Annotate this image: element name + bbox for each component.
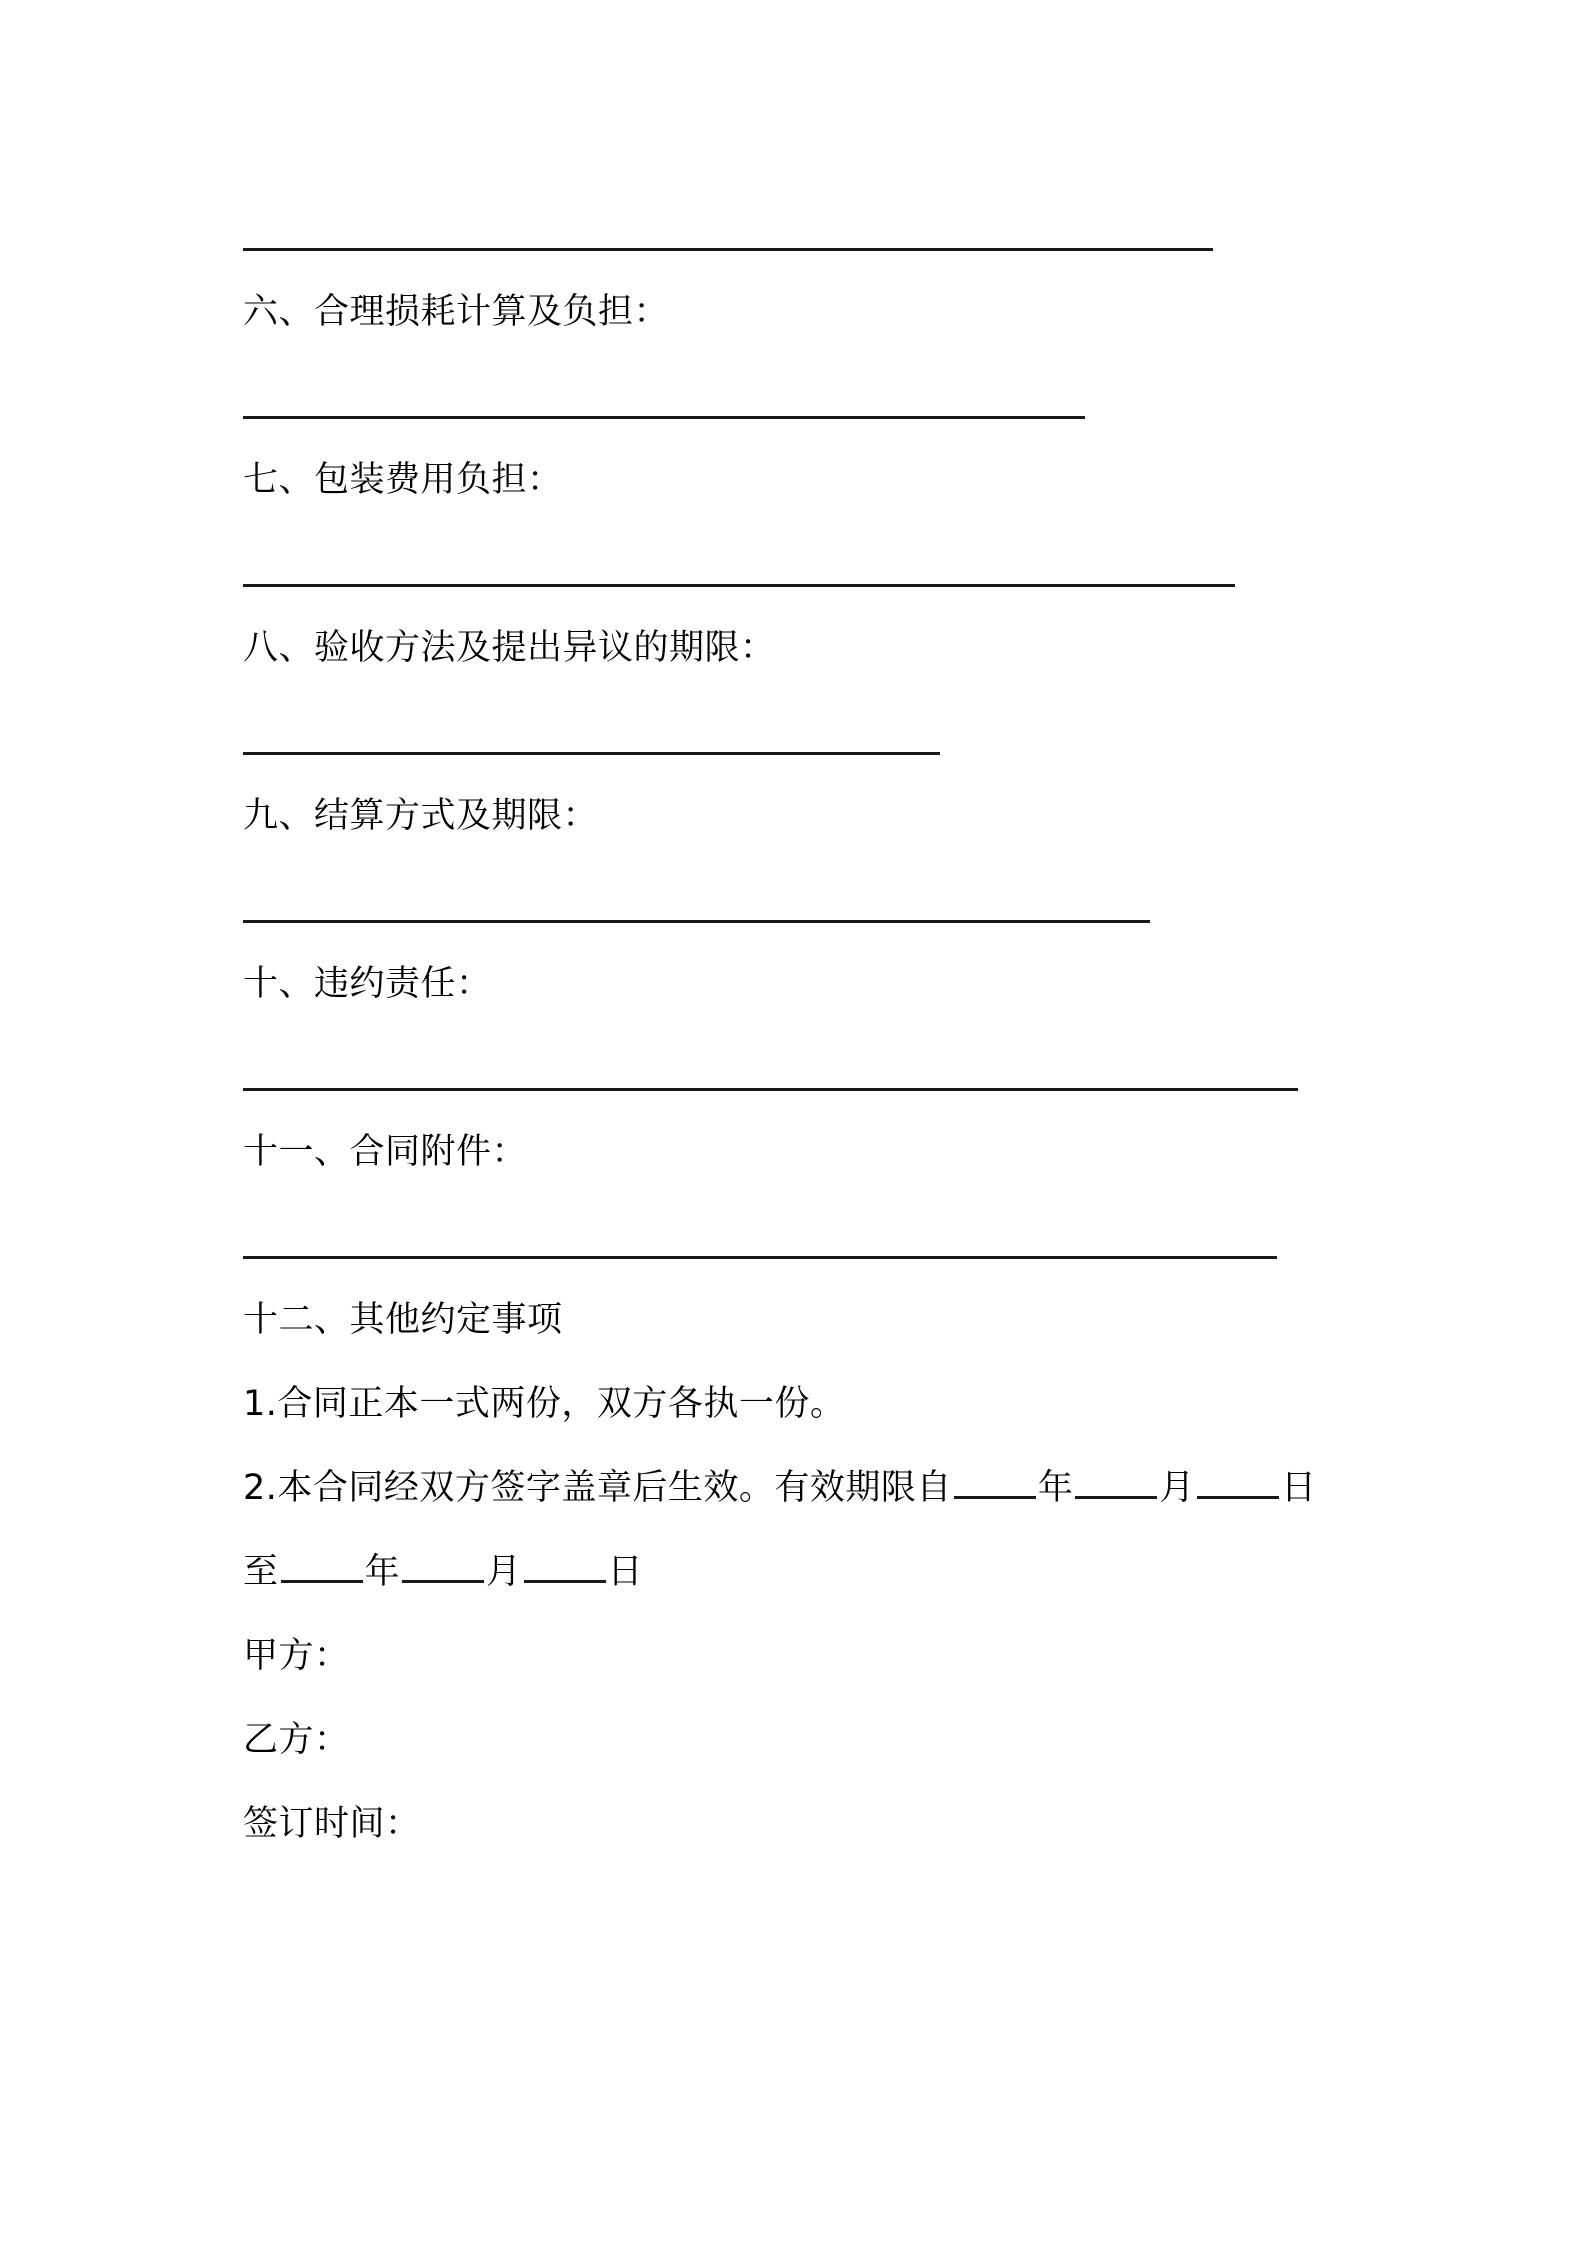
section-heading-attachments: 十一、合同附件： [243,1132,528,1172]
clause-copies: 1.合同正本一式两份，双方各执一份。 [243,1384,846,1424]
party-b-label: 乙方： [243,1720,350,1760]
year-label: 年 [364,1552,401,1592]
month-label: 月 [1159,1468,1195,1508]
end-month-blank[interactable] [402,1550,484,1583]
month-label: 月 [486,1552,522,1592]
start-month-blank[interactable] [1075,1466,1157,1499]
clause-validity [243,1466,1316,1510]
fill-in-blank-line[interactable] [243,248,1213,251]
end-day-blank[interactable] [524,1550,606,1583]
fill-in-blank-line[interactable] [243,416,1085,419]
to-label: 至 [243,1552,279,1592]
section-heading-loss: 六、合理损耗计算及负担： [243,292,670,332]
year-label: 年 [1037,1468,1074,1508]
fill-in-blank-line[interactable] [243,584,1235,587]
party-a-label: 甲方： [243,1636,350,1676]
start-year-blank[interactable] [954,1466,1036,1499]
section-heading-liability: 十、违约责任： [243,964,492,1004]
clause-validity-text: 2.本合同经双方签字盖章后生效。有效期限自 [243,1468,952,1508]
fill-in-blank-line[interactable] [243,1088,1298,1091]
fill-in-blank-line[interactable] [243,1256,1277,1259]
section-heading-settlement: 九、结算方式及期限： [243,796,599,836]
fill-in-blank-line[interactable] [243,920,1150,923]
fill-in-blank-line[interactable] [243,752,940,755]
sign-date-label: 签订时间： [243,1804,421,1844]
day-label: 日 [607,1552,644,1592]
section-heading-acceptance: 八、验收方法及提出异议的期限： [243,628,776,668]
start-day-blank[interactable] [1197,1466,1279,1499]
clause-validity-end [243,1550,643,1594]
section-heading-other-matters: 十二、其他约定事项 [243,1300,563,1340]
day-label: 日 [1280,1468,1317,1508]
end-year-blank[interactable] [281,1550,363,1583]
section-heading-packaging: 七、包装费用负担： [243,460,563,500]
